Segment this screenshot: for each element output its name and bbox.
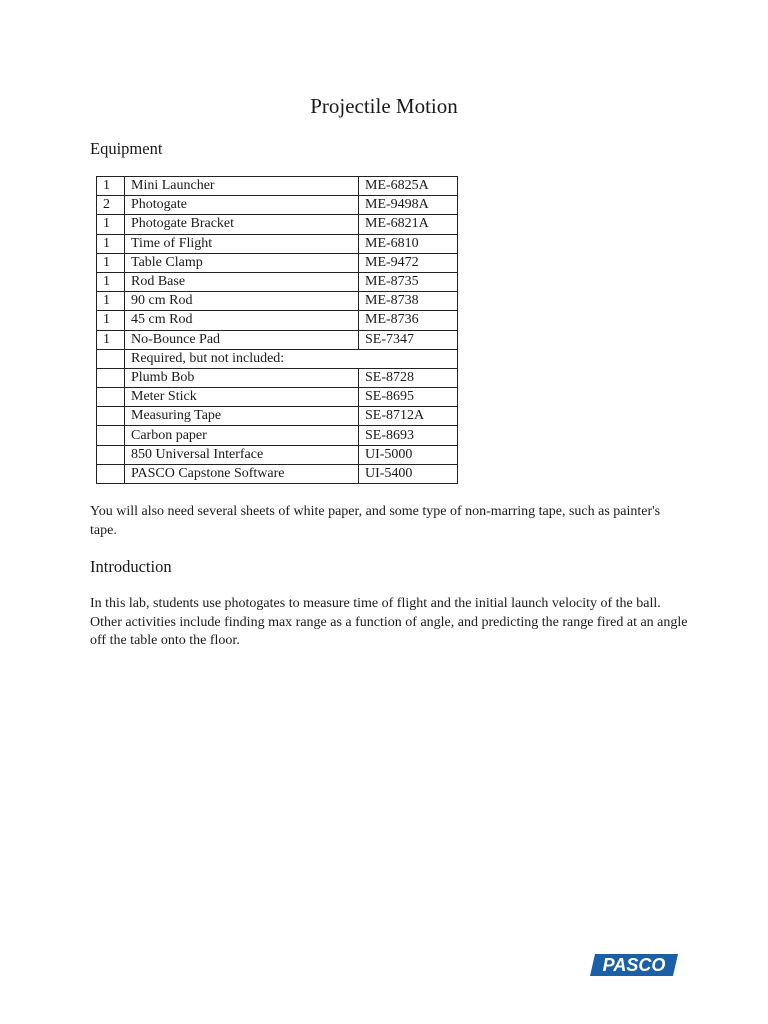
- part-number-cell: ME-8735: [359, 272, 458, 291]
- table-row: [97, 426, 458, 445]
- pasco-logo: [590, 954, 678, 976]
- item-name-cell: Plumb Bob: [125, 368, 359, 387]
- qty-cell: 1: [97, 215, 125, 234]
- introduction-heading: Introduction: [90, 557, 172, 576]
- item-name-cell: Carbon paper: [125, 426, 359, 445]
- item-name-cell: Measuring Tape: [125, 407, 359, 426]
- qty-cell: 1: [97, 272, 125, 291]
- qty-cell: [97, 368, 125, 387]
- logo-text: PASCO: [602, 955, 666, 975]
- qty-cell: 1: [97, 253, 125, 272]
- item-name-cell: Time of Flight: [125, 234, 359, 253]
- table-row: [97, 407, 458, 426]
- item-name-cell: Rod Base: [125, 272, 359, 291]
- item-name-cell: Meter Stick: [125, 388, 359, 407]
- qty-cell: 1: [97, 234, 125, 253]
- part-number-cell: UI-5000: [359, 445, 458, 464]
- item-name-cell: Mini Launcher: [125, 177, 359, 196]
- item-name-cell: No-Bounce Pad: [125, 330, 359, 349]
- part-number-cell: ME-6821A: [359, 215, 458, 234]
- item-name-cell: 45 cm Rod: [125, 311, 359, 330]
- table-row: [97, 464, 458, 483]
- qty-cell: [97, 464, 125, 483]
- paper-note: You will also need several sheets of white paper, and some type of non-marring tape, such as painter's tape.: [90, 504, 661, 538]
- table-row: [97, 196, 458, 215]
- table-row: [97, 272, 458, 291]
- introduction-text: In this lab, students use photogates to measure time of flight and the initial launch velocity of the ball. Other activities include finding max range as a function of angle, and predicting the range fired at an angle off the table onto the floor.: [90, 596, 688, 648]
- table-row: [97, 253, 458, 272]
- item-name-cell: 850 Universal Interface: [125, 445, 359, 464]
- equipment-table-body: [97, 177, 458, 484]
- table-row: [97, 234, 458, 253]
- part-number-cell: ME-8738: [359, 292, 458, 311]
- part-number-cell: UI-5400: [359, 464, 458, 483]
- part-number-cell: SE-8695: [359, 388, 458, 407]
- page-title: Projectile Motion: [310, 94, 458, 118]
- qty-cell: 1: [97, 292, 125, 311]
- part-number-cell: SE-7347: [359, 330, 458, 349]
- item-name-cell: Table Clamp: [125, 253, 359, 272]
- qty-cell: 1: [97, 177, 125, 196]
- qty-cell: [97, 349, 125, 368]
- item-name-cell: 90 cm Rod: [125, 292, 359, 311]
- required-label: Required, but not included:: [125, 349, 458, 368]
- qty-cell: 1: [97, 311, 125, 330]
- qty-cell: [97, 426, 125, 445]
- qty-cell: 1: [97, 330, 125, 349]
- table-row: [97, 368, 458, 387]
- table-row: [97, 292, 458, 311]
- table-row: [97, 215, 458, 234]
- equipment-table: [96, 176, 458, 484]
- qty-cell: 2: [97, 196, 125, 215]
- equipment-heading: Equipment: [90, 139, 163, 158]
- item-name-cell: Photogate: [125, 196, 359, 215]
- item-name-cell: PASCO Capstone Software: [125, 464, 359, 483]
- part-number-cell: ME-6825A: [359, 177, 458, 196]
- part-number-cell: SE-8728: [359, 368, 458, 387]
- part-number-cell: ME-8736: [359, 311, 458, 330]
- table-row: [97, 445, 458, 464]
- part-number-cell: SE-8693: [359, 426, 458, 445]
- table-row: [97, 330, 458, 349]
- table-row: [97, 388, 458, 407]
- item-name-cell: Photogate Bracket: [125, 215, 359, 234]
- qty-cell: [97, 445, 125, 464]
- part-number-cell: SE-8712A: [359, 407, 458, 426]
- part-number-cell: ME-6810: [359, 234, 458, 253]
- table-row: [97, 311, 458, 330]
- part-number-cell: ME-9472: [359, 253, 458, 272]
- table-row-required-header: [97, 349, 458, 368]
- qty-cell: [97, 388, 125, 407]
- part-number-cell: ME-9498A: [359, 196, 458, 215]
- qty-cell: [97, 407, 125, 426]
- table-row: [97, 177, 458, 196]
